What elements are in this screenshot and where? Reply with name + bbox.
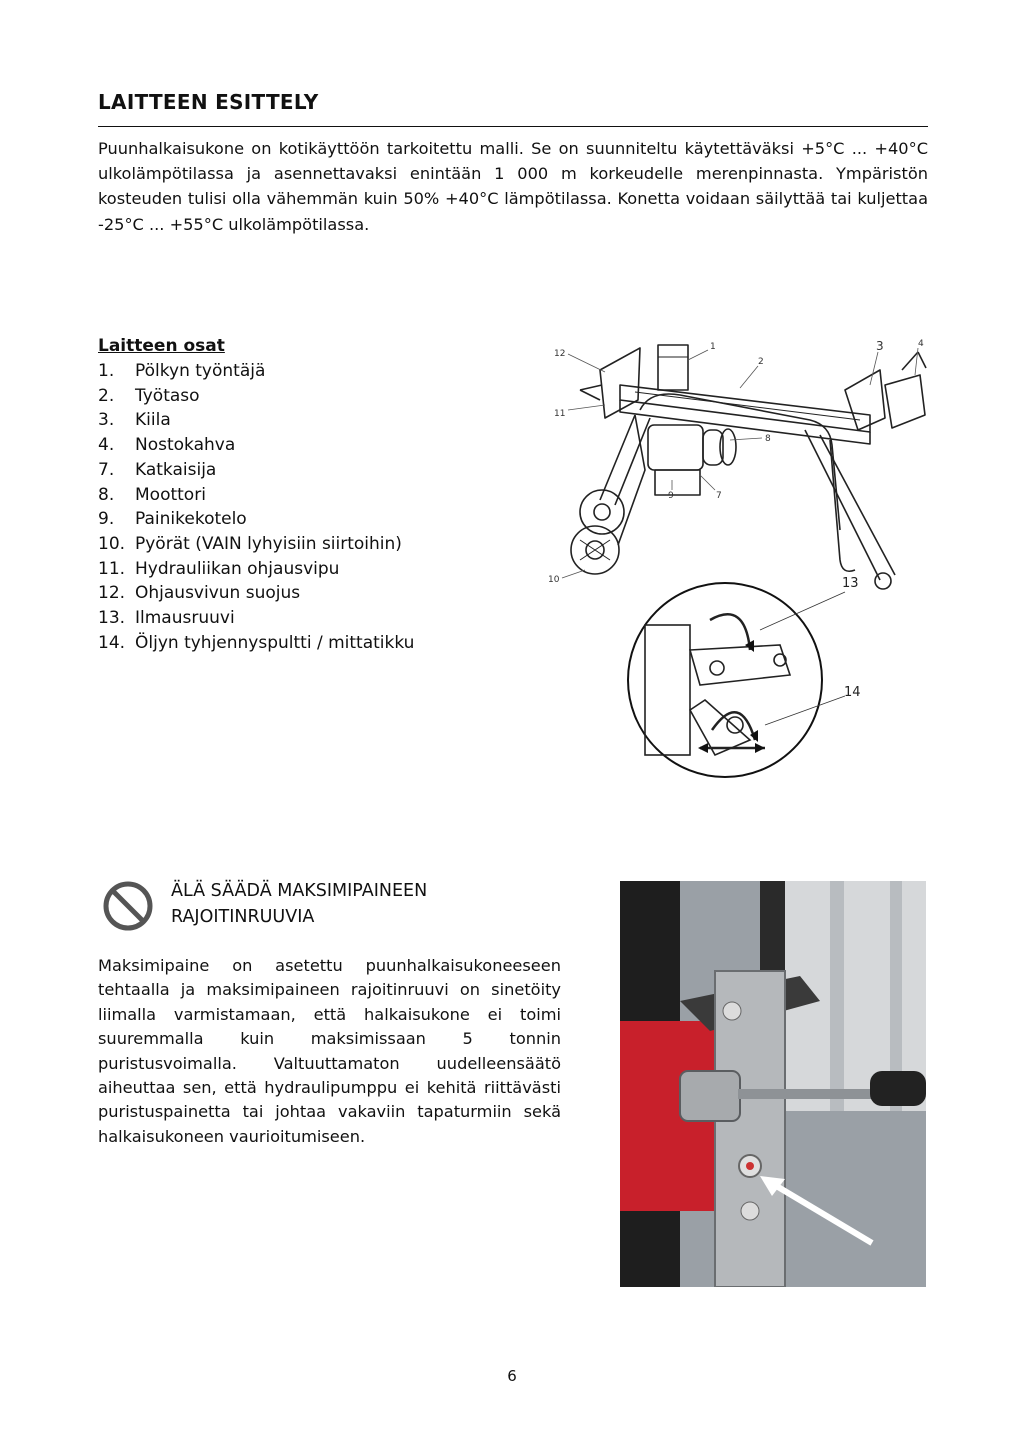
part-number: 13. — [98, 608, 126, 629]
list-item — [98, 483, 414, 508]
list-item — [98, 532, 414, 557]
callout-1: 1 — [710, 342, 716, 352]
list-item — [98, 384, 414, 409]
part-number: 7. — [98, 459, 115, 480]
section-title: LAITTEEN ESITTELY — [98, 90, 319, 114]
part-label: Hydrauliikan ohjausvipu — [135, 558, 340, 579]
list-item — [98, 557, 414, 582]
title-divider — [98, 126, 928, 127]
part-number: 2. — [98, 385, 115, 406]
part-number: 14. — [98, 632, 126, 653]
list-item — [98, 433, 414, 458]
warning-title — [171, 878, 491, 930]
part-label: Painikekotelo — [135, 509, 247, 530]
callout-9: 9 — [668, 491, 674, 501]
callout-2: 2 — [758, 357, 764, 367]
list-item — [98, 581, 414, 606]
part-label: Kiila — [135, 410, 171, 431]
warning-title-line: RAJOITINRUUVIA — [171, 907, 315, 927]
callout-8: 8 — [765, 434, 771, 444]
part-label: Ilmausruuvi — [135, 608, 235, 629]
part-label: Työtaso — [135, 385, 200, 406]
part-number: 9. — [98, 509, 115, 530]
callout-10: 10 — [548, 575, 560, 585]
intro-paragraph: Puunhalkaisukone on kotikäyttöön tarkoitettu malli. Se on suunniteltu käytettäväksi +5°C ... +40°C ulkolämpötilassa ja asennettavaksi enintään 1 000 m korkeudelle merenpinnasta. Ympäristön kosteuden tulisi olla vähemmän kuin 50% +40°C lämpötilassa. Konetta voidaan säilyttää tai kuljettaa -25°C ... +55°C ulkolämpötilassa. — [98, 139, 928, 234]
part-number: 11. — [98, 558, 126, 579]
part-label: Pyörät (VAIN lyhyisiin siirtoihin) — [135, 533, 402, 554]
list-item — [98, 507, 414, 532]
part-label: Ohjausvivun suojus — [135, 583, 301, 604]
part-number: 8. — [98, 484, 115, 505]
warning-paragraph: Maksimipaine on asetettu puunhalkaisukoneeseen tehtaalla ja maksimipaineen rajoitinruuvi on sinetöity liimalla varmistamaan, että halkaisukone ei toimi suuremmalla kuin maksimissaan 5 tonnin puristusvoimalla. Valtuuttamaton uudelleensäätö aiheuttaa sen, että hydraulipumppu ei kehitä riittävästi puristuspainetta tai johtaa vakaviin tapaturmiin sekä halkaisukoneen vaurioitumiseen. — [98, 956, 561, 1146]
prohibition-icon — [102, 880, 154, 932]
callout-4: 4 — [918, 339, 924, 349]
part-label: Katkaisija — [135, 459, 217, 480]
part-label: Pölkyn työntäjä — [135, 361, 266, 381]
part-number: 12. — [98, 583, 126, 604]
list-item — [98, 408, 414, 433]
warning-title-line: ÄLÄ SÄÄDÄ MAKSIMIPAINEEN — [171, 881, 428, 901]
part-number: 3. — [98, 410, 115, 431]
part-number: 4. — [98, 435, 115, 456]
callout-11: 11 — [554, 409, 566, 419]
page-number: 6 — [507, 1367, 517, 1385]
parts-list — [98, 359, 414, 655]
callout-12: 12 — [554, 349, 566, 359]
log-splitter-diagram — [540, 330, 940, 800]
list-item — [98, 606, 414, 631]
part-number: 1. — [98, 361, 115, 381]
parts-heading: Laitteen osat — [98, 336, 225, 356]
part-label: Nostokahva — [135, 435, 236, 456]
part-label: Öljyn tyhjennyspultti / mittatikku — [135, 632, 415, 653]
callout-3: 3 — [876, 339, 884, 353]
part-label: Moottori — [135, 484, 206, 505]
limiter-screw-photo — [620, 881, 926, 1287]
callout-7: 7 — [716, 491, 722, 501]
list-item — [98, 458, 414, 483]
callout-13: 13 — [842, 576, 859, 591]
part-number: 10. — [98, 533, 126, 554]
list-item — [98, 631, 414, 656]
list-item — [98, 359, 414, 384]
callout-14: 14 — [844, 685, 861, 700]
